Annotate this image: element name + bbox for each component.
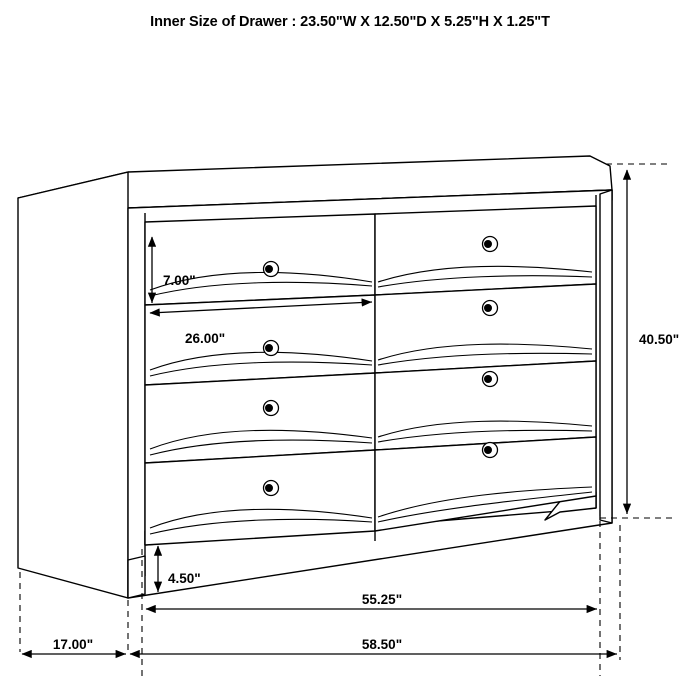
dresser-illustration bbox=[18, 156, 612, 598]
dresser-right-edge bbox=[600, 190, 612, 523]
label-overall-width: 58.50" bbox=[361, 637, 403, 652]
knob-r1-right bbox=[483, 237, 498, 252]
label-drawer-width: 26.00" bbox=[185, 331, 226, 346]
knob-r2-right bbox=[483, 301, 498, 316]
drawer-row3-left bbox=[145, 373, 375, 463]
knob-r4-right bbox=[483, 443, 498, 458]
drawer-row4-left bbox=[145, 450, 375, 545]
drawer-row2-left bbox=[145, 295, 375, 385]
label-overall-height: 40.50" bbox=[639, 332, 680, 347]
knob-r3-right bbox=[483, 372, 498, 387]
label-drawer-height: 7.00" bbox=[163, 273, 196, 288]
page-title: Inner Size of Drawer : 23.50"W X 12.50"D X 5.25"H X 1.25"T bbox=[150, 14, 550, 30]
label-case-width: 55.25" bbox=[361, 592, 403, 607]
dresser-left-side-panel bbox=[18, 172, 128, 598]
drawer-row2-right bbox=[375, 284, 596, 373]
knob-r3-left bbox=[264, 401, 279, 416]
knob-r1-left bbox=[264, 262, 279, 277]
knob-r2-left bbox=[264, 341, 279, 356]
drawer-row1-left bbox=[145, 214, 375, 305]
label-depth: 17.00" bbox=[52, 637, 94, 652]
label-leg-height: 4.50" bbox=[168, 571, 201, 586]
knob-r4-left bbox=[264, 481, 279, 496]
